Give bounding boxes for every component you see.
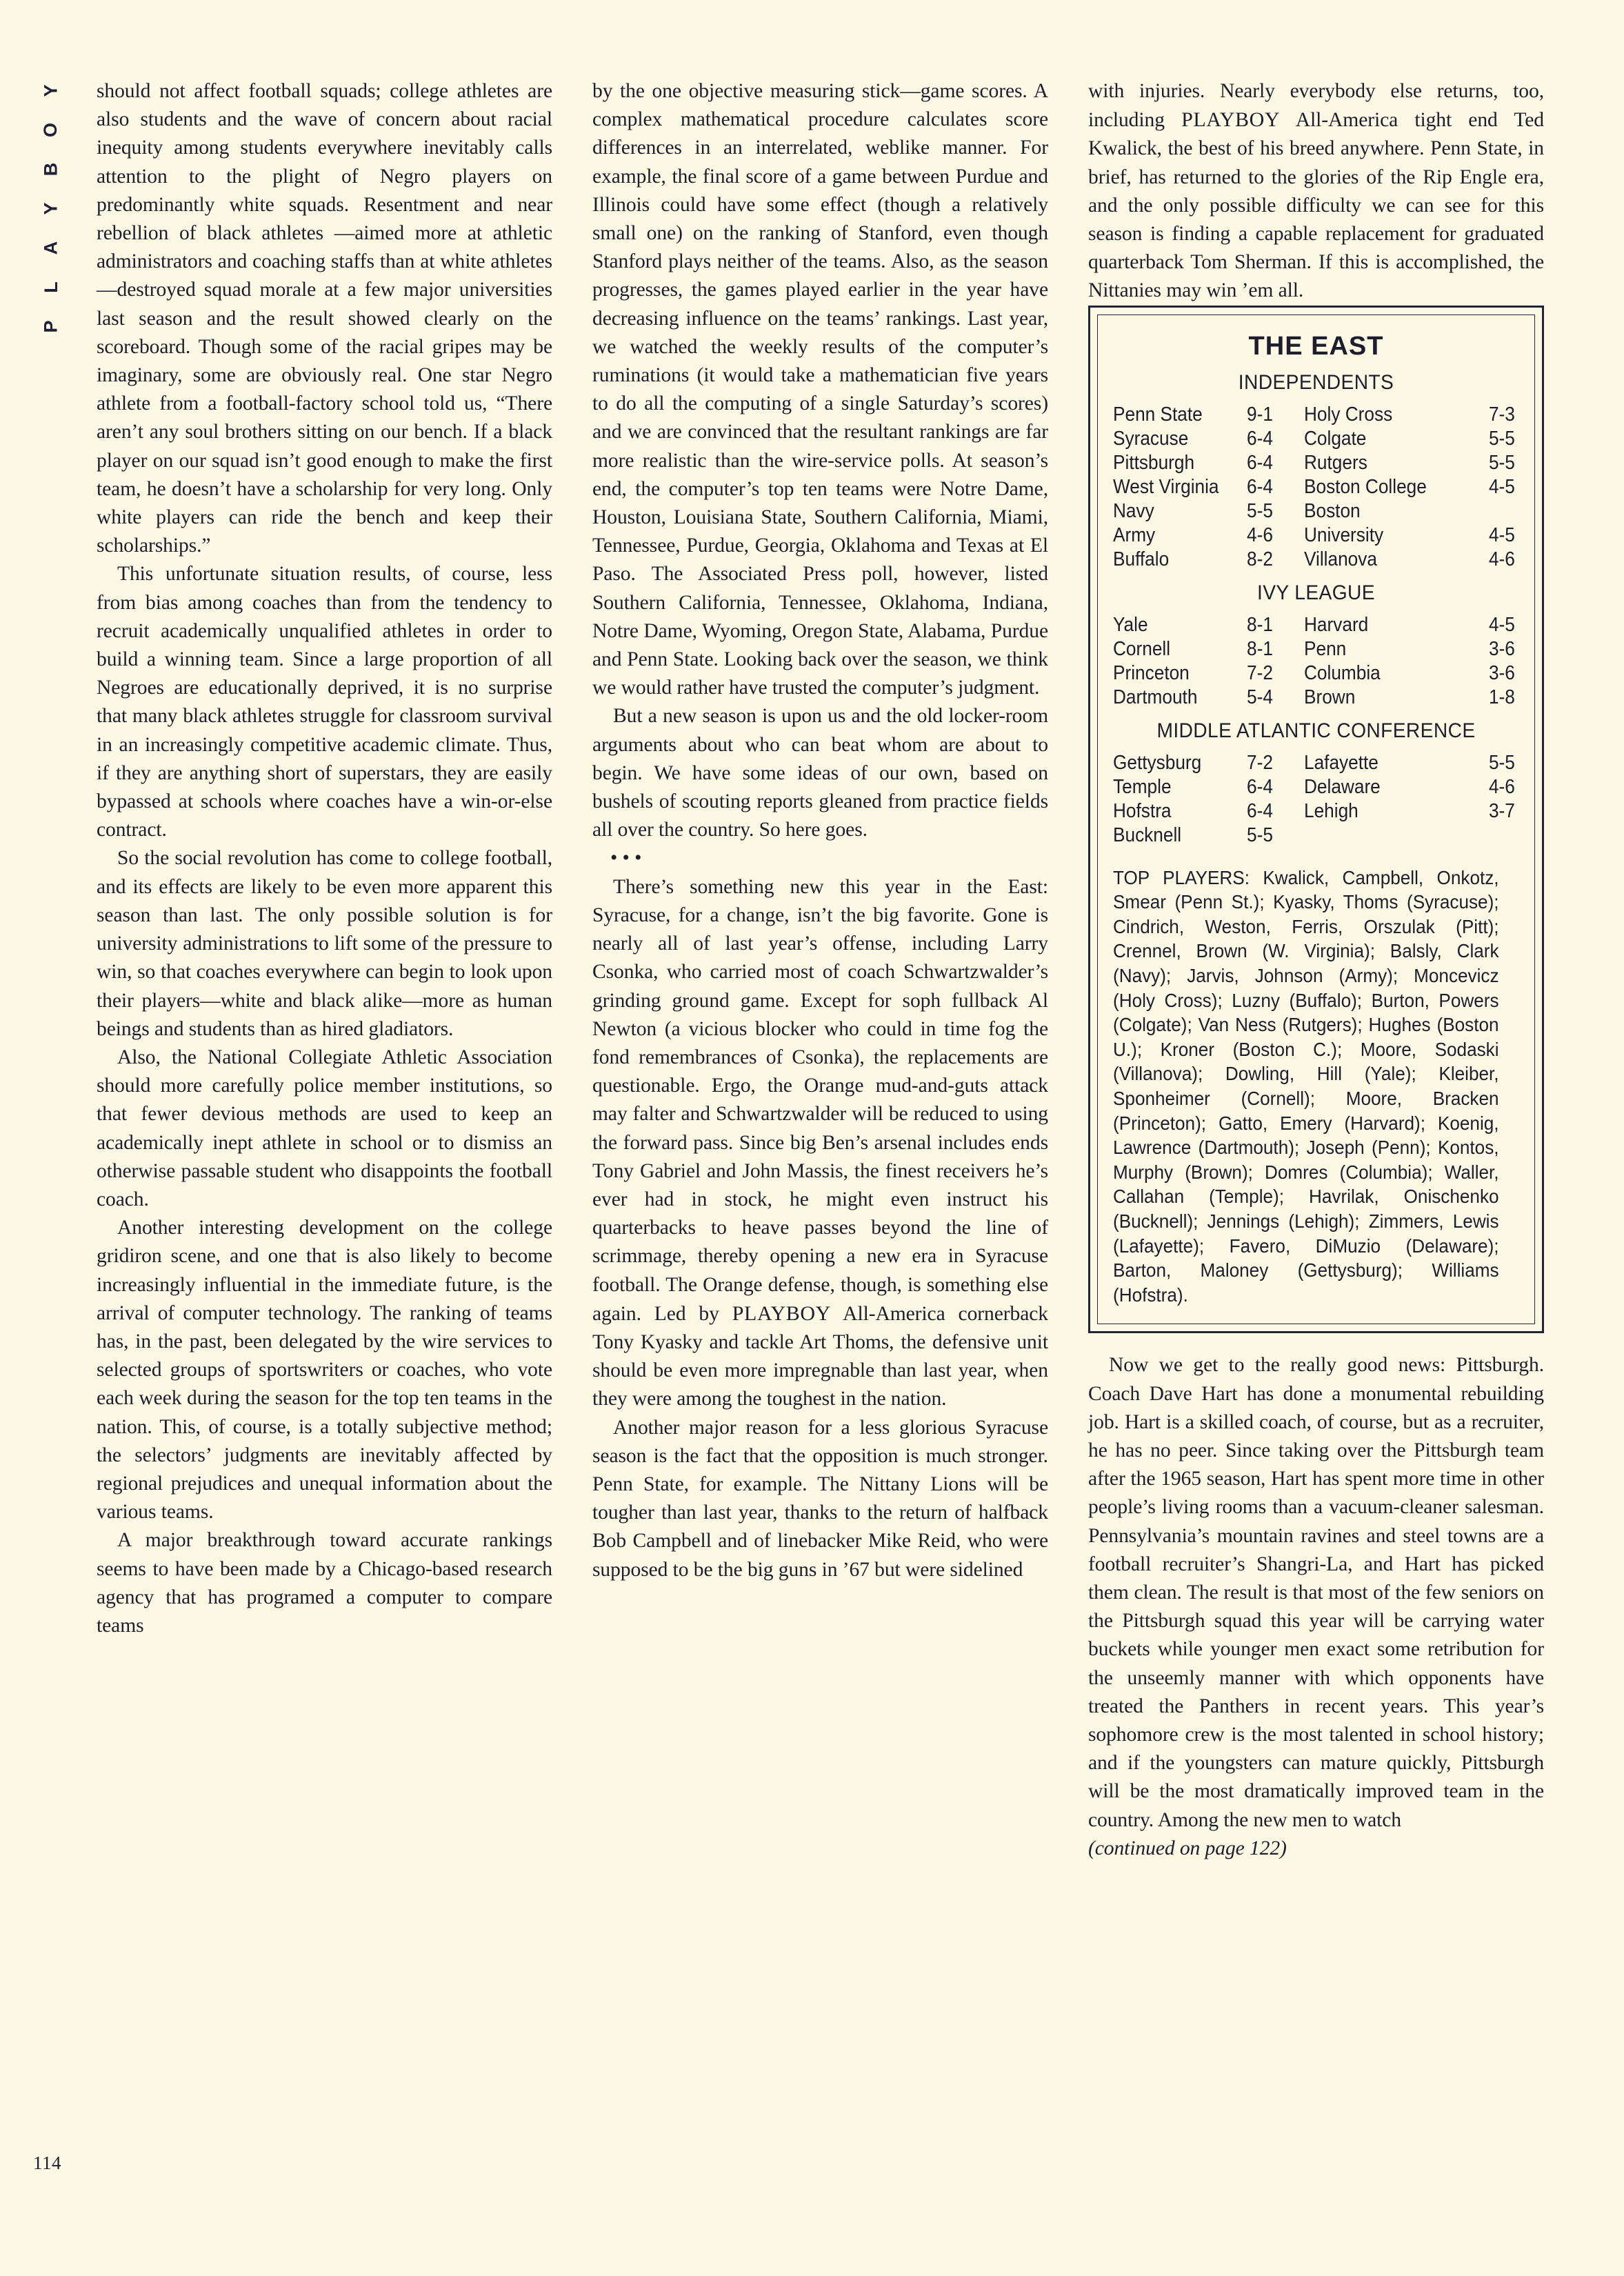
team-name: Pittsburgh [1113,451,1195,474]
section-separator: • • • [610,847,642,870]
team-name: Harvard [1303,613,1369,636]
team-record: 4-5 [1488,523,1515,546]
team-name: Army [1113,523,1156,546]
page-number: 114 [33,2153,61,2173]
team-name: Brown [1303,686,1356,708]
paragraph-text: All-America cornerback Tony Kyasky and tackle Art Thoms, the defensive unit should be even more impregnable than last year, when they were among the toughest in the nation. [592,1302,1048,1410]
table-row [1113,548,1519,572]
team-record: 4-6 [1247,523,1274,546]
column-three [1088,77,1544,1863]
team-record: 6-4 [1247,475,1274,498]
body-paragraph: Another interesting development on the college gridiron scene, and one that is also likely to become increasingly influential in the immediate future, is the arrival of computer technology. The ranking of teams has, in the past, been delegated by the wire services to selected groups of sportswriters or coaches, who vote each week during the season for the top ten teams in the nation. This, of course, is a totally subjective method; the selectors’ judgments are inevitably affected by regional prejudices and unequal information about the various teams. [97,1217,552,1524]
table-row [1113,686,1519,710]
team-name: Yale [1113,613,1148,636]
masthead-letter: A [40,241,61,255]
team-record: 6-4 [1247,799,1274,822]
team-name: Penn State [1113,403,1203,426]
team-record: 6-4 [1247,427,1274,450]
table-row [1113,427,1519,451]
team-record: 1-8 [1488,686,1515,708]
team-record [1463,499,1515,523]
team-record: 4-5 [1488,613,1515,636]
team-name: Dartmouth [1113,686,1198,708]
masthead-letter: O [40,122,61,138]
team-record: 8-1 [1247,613,1274,636]
masthead-letter: B [40,162,61,177]
team-name: Hofstra [1113,799,1172,822]
body-paragraph: So the social revolution has come to college football, and its effects are likely to be even more apparent this season than last. The only possible solution is for university administrations to lift some of the pressure to win, so that coaches everywhere can begin to look upon their players—white and black alike—more as human beings and students than as hired gladiators. [97,847,552,1040]
standings-table-middle-atlantic [1113,751,1519,848]
team-name: Gettysburg [1113,751,1202,774]
playboy-vertical-masthead [36,81,66,336]
body-paragraph [1088,77,1544,306]
team-name: Buffalo [1113,548,1170,570]
table-row [1113,637,1519,661]
team-record: 7-2 [1247,661,1274,684]
table-row [1113,799,1519,823]
table-row [1113,613,1519,637]
paragraph-text: with injuries. Nearly everybody else returns, too, including [1088,80,1544,132]
team-record: 7-3 [1488,403,1515,426]
team-name: Lehigh [1303,799,1359,822]
team-record: 3-6 [1488,661,1515,684]
table-row [1113,475,1519,499]
column-one [97,77,552,1863]
body-paragraph: by the one objective measuring stick—game scores. A complex mathematical procedure calculates score differences in an interrelated, weblike manner. For example, the final score of a game between Purdue and Illinois could have some effect (though a relatively small one) on the ranking of Stanford, even though Stanford plays neither of the teams. Also, as the season progresses, the games played earlier in the year have decreasing influence on the teams’ rankings. Last year, we watched the weekly results of the computer’s ruminations (it would take a mathematician five years to do all the computing of a single Saturday’s scores) and we are convinced that the resultant rankings are far more realistic than the wire-service polls. At season’s end, the computer’s top ten teams were Notre Dame, Houston, Louisiana State, Southern California, Miami, Tennessee, Purdue, Georgia, Oklahoma and Texas at El Paso. The Associated Press poll, however, listed Southern California, Tennessee, Oklahoma, Indiana, Notre Dame, Wyoming, Oregon State, Alabama, Purdue and Penn State. Looking back over the season, we think we would rather have trusted the computer’s judgment. [592,80,1048,699]
team-name: Boston College [1303,475,1427,498]
team-record: 5-4 [1247,686,1274,708]
standings-box [1088,306,1544,1334]
standings-table-ivy-league [1113,613,1519,710]
body-paragraph: This unfortunate situation results, of course, less from bias among coaches than from the tendency to recruit academically unqualified athletes in order to build a winning team. Since a large proportion of all Negroes are educationally deprived, it is no surprise that many black athletes struggle for classroom survival in an increasingly competitive academic climate. Thus, if they are anything short of superstars, they are easily bypassed at schools where coaches have a win-or-else contract. [97,563,552,841]
body-paragraph: But a new season is upon us and the old locker-room arguments about who can beat whom are about to begin. We have some ideas of our own, based on bushels of scouting reports gleaned from practice fields all over the country. So here goes. [592,705,1048,841]
column-two [592,77,1048,1863]
team-name: Colgate [1303,427,1367,450]
playboy-smallcaps: PLAYBOY [1181,108,1281,132]
table-row [1113,661,1519,686]
team-name: Penn [1303,637,1347,660]
team-name: Delaware [1303,775,1381,798]
team-record: 3-7 [1488,799,1515,822]
team-record: 5-5 [1488,427,1515,450]
table-row [1113,499,1519,523]
team-record: 8-1 [1247,637,1274,660]
table-row [1113,523,1519,548]
table-row [1113,751,1519,775]
team-record: 9-1 [1247,403,1274,426]
team-record: 7-2 [1247,751,1274,774]
continued-note: (continued on page 122) [1088,1837,1287,1859]
standings-title: THE EAST [1248,331,1384,361]
top-players-list: TOP PLAYERS: Kwalick, Campbell, Onkotz, Smear (Penn St.); Kyasky, Thoms (Syracuse); Cindrich, Weston, Ferris, Orszulak (Pitt); Crennel, Brown (W. Virginia); Balsly, Clark (Navy); Jarvis, Johnson (Army); Moncevicz (Holy Cross); Luzny (Buffalo); Burton, Powers (Colgate); Van Ness (Rutgers); Hughes (Boston U.); Kroner (Boston C.); Moore, Sodaski (Villanova); Dowling, Hill (Yale); Kleiber, Sponheimer (Cornell); Moore, Bracken (Princeton); Gatto, Emery (Harvard); Koenig, Lawrence (Dartmouth); Joseph (Penn); Kontos, Murphy (Brown); Domres (Columbia); Waller, Callahan (Temple); Havrilak, Onischenko (Bucknell); Jennings (Lehigh); Zimmers, Lewis (Lafayette); Favero, DiMuzio (Delaware); Barton, Maloney (Gettysburg); Williams (Hofstra). [1113,866,1499,1306]
standings-box-inner [1097,315,1535,1325]
section-heading-independents: INDEPENDENTS [1238,370,1394,394]
paragraph-text: All-America tight end Ted Kwalick, the best of his breed anywhere. Penn State, in brief, has returned to the glories of the Rip Engle era, and the only possible difficulty we can see for this season is finding a capable replacement for graduated quarterback Tom Sherman. If this is accomplished, the Nittanies may win ’em all. [1088,109,1544,302]
table-row [1113,451,1519,475]
section-heading-middle-atlantic: MIDDLE ATLANTIC CONFERENCE [1156,719,1476,742]
masthead-letter: Y [40,84,61,97]
team-record: 4-6 [1488,548,1515,570]
team-record [1463,823,1515,848]
team-record: 6-4 [1247,451,1274,474]
masthead-letter: L [40,281,61,293]
team-name: Princeton [1113,661,1190,684]
masthead-letter: P [40,320,61,333]
team-name [1304,823,1450,848]
team-record: 4-5 [1488,475,1515,498]
table-row [1113,775,1519,799]
body-paragraph: A major breakthrough toward accurate rankings seems to have been made by a Chicago-based research agency that has programed a computer to compare teams [97,1529,552,1637]
team-name: Villanova [1303,548,1377,570]
team-name: University [1303,523,1383,546]
body-paragraph [592,873,1048,1414]
table-row [1113,823,1519,848]
playboy-smallcaps: PLAYBOY [732,1301,831,1325]
team-name: Temple [1113,775,1172,798]
team-record: 3-6 [1488,637,1515,660]
section-heading-ivy-league: IVY LEAGUE [1257,581,1375,604]
team-name: Holy Cross [1303,403,1393,426]
team-record: 5-5 [1247,823,1274,846]
standings-table-independents [1113,403,1519,572]
paragraph-text: There’s something new this year in the East: Syracuse, for a change, isn’t the big favorite. Gone is nearly all of last year’s offense, including Larry Csonka, who carried most of coach Schwartzwalder’s grinding ground game. Except for soph fullback Al Newton (a vicious blocker who could in time fog the fond remembrances of Csonka), the replacements are questionable. Ergo, the Orange mud-and-guts attack may falter and Schwartzwalder will be reduced to using the forward pass. Since big Ben’s arsenal includes ends Tony Gabriel and John Massis, the finest receivers he’s ever had in stock, he might even instruct his quarterbacks to heave passes beyond the line of scrimmage, thereby opening a new era in Syracuse football. The Orange defense, though, is something else again. Led by [592,875,1048,1325]
table-row [1113,403,1519,427]
team-name: Cornell [1113,637,1171,660]
body-paragraph: Now we get to the really good news: Pittsburgh. Coach Dave Hart has done a monumental rebuilding job. Hart is a skilled coach, of course, but as a recruiter, he has no peer. Since taking over the Pittsburgh team after the 1965 season, Hart has spent more time in other people’s living rooms than a vacuum-cleaner salesman. Pennsylvania’s mountain ravines and steel towns are a football recruiter’s Shangri-La, and Hart has picked them clean. The result is that most of the few seniors on the Pittsburgh squad this year will be carrying water buckets while younger men exact some retribution for the unseemly manner with which opponents have treated the Panthers in recent years. This year’s sophomore crew is the most talented in school history; and if the youngsters can mature quickly, Pittsburgh will be the most dramatically improved team in the country. Among the new men to watch [1088,1354,1544,1831]
team-record: 5-5 [1247,499,1274,522]
team-record: 4-6 [1488,775,1515,798]
team-name: Lafayette [1303,751,1379,774]
team-record: 6-4 [1247,775,1274,798]
body-paragraph: Also, the National Collegiate Athletic Association should more carefully police member institutions, so that fewer devious methods are used to keep an academically inept athlete in school or to dismiss an otherwise passable student who disappoints the football coach. [97,1046,552,1210]
body-paragraph: Another major reason for a less glorious Syracuse season is the fact that the opposition is much stronger. Penn State, for example. The Nittany Lions will be tougher than last year, thanks to the return of halfback Bob Campbell and of linebacker Mike Reid, who were supposed to be the big guns in ’67 but were sidelined [592,1416,1048,1581]
team-record: 5-5 [1488,751,1515,774]
team-record: 5-5 [1488,451,1515,474]
team-name: Syracuse [1113,427,1189,450]
team-name: Rutgers [1303,451,1367,474]
team-name: Bucknell [1113,823,1182,846]
masthead-letter: Y [40,202,61,215]
team-name: Navy [1113,499,1154,522]
team-name: Columbia [1303,661,1381,684]
team-name: West Virginia [1113,475,1219,498]
three-column-body [97,77,1545,1863]
body-paragraph: should not affect football squads; college athletes are also students and the wave of concern about racial inequity among students everywhere inevitably calls attention to the plight of Negro players on predominantly white squads. Resentment and near rebellion of black athletes —aimed more at athletic administrators and coaching staffs than at white athletes —destroyed squad morale at a few major universities last season and the result showed clearly on the scoreboard. Though some of the racial gripes may be imaginary, some are obviously real. One star Negro athlete from a football-factory school told us, “There aren’t any soul brothers sitting on our bench. If a black player on our squad isn’t good enough to make the first team, he doesn’t have a scholarship for very long. Only white players can ride the bench and keep their scholarships.” [97,80,552,557]
team-record: 8-2 [1247,548,1274,570]
team-name: Boston [1303,499,1361,522]
